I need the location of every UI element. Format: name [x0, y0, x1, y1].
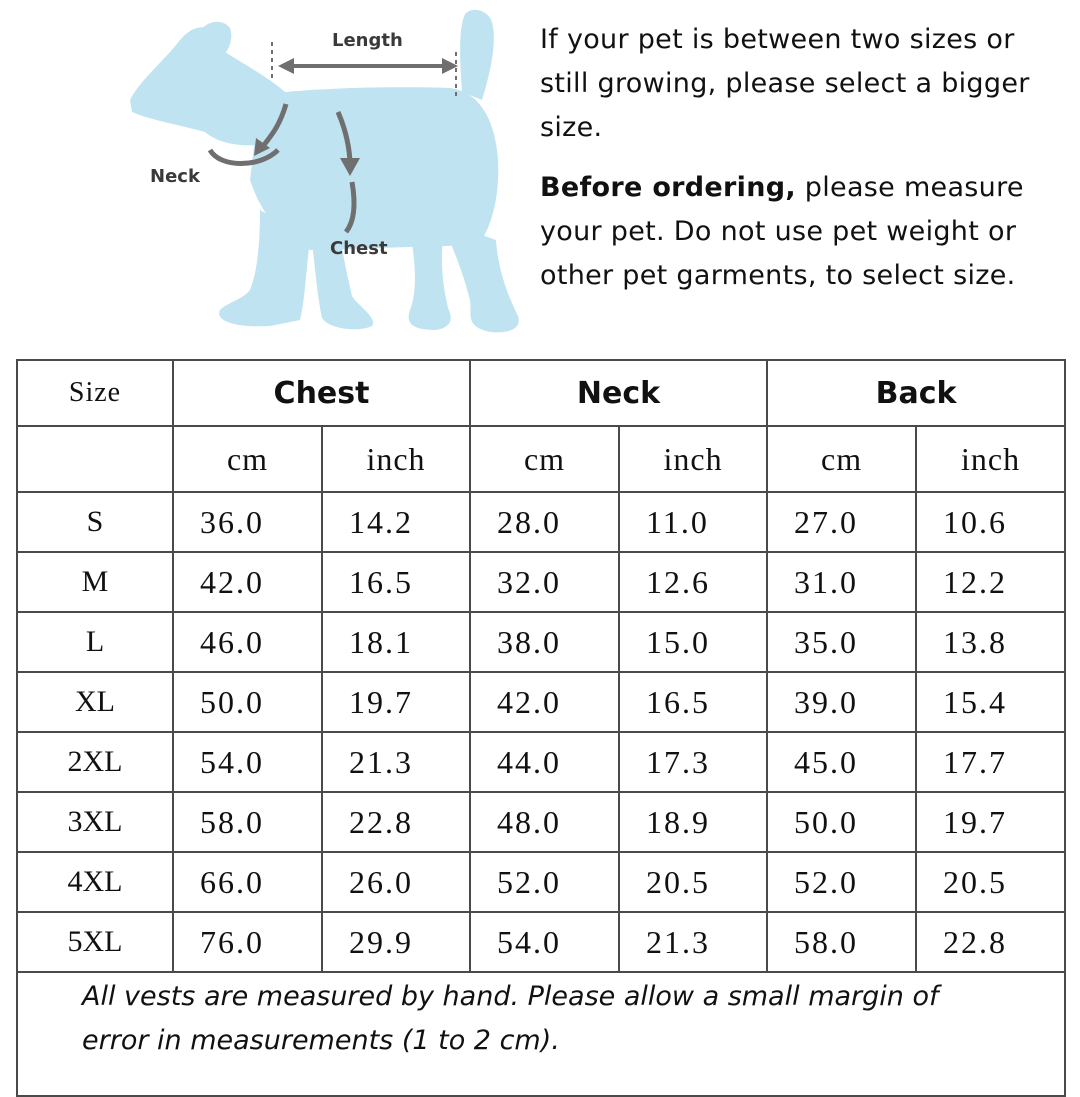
chest-group-header: Chest	[173, 360, 470, 426]
neck-group-header: Neck	[470, 360, 767, 426]
unit-header: cm	[767, 426, 916, 492]
unit-header: inch	[322, 426, 470, 492]
measurement-cell: 66.0	[173, 852, 322, 912]
length-label: Length	[332, 30, 403, 51]
measurement-cell: 48.0	[470, 792, 619, 852]
table-unit-header-row	[17, 426, 1065, 492]
measurement-cell: 42.0	[173, 552, 322, 612]
measurement-cell: 15.0	[619, 612, 767, 672]
measurement-cell: 32.0	[470, 552, 619, 612]
measurement-cell: 31.0	[767, 552, 916, 612]
measurement-cell: 12.6	[619, 552, 767, 612]
measurement-cell: 11.0	[619, 492, 767, 552]
measurement-cell: 54.0	[470, 912, 619, 972]
measurement-cell: 39.0	[767, 672, 916, 732]
size-column-header: Size	[17, 360, 173, 426]
measurement-cell: 45.0	[767, 732, 916, 792]
size-chart-table	[16, 359, 1066, 1097]
measurement-cell: 13.8	[916, 612, 1065, 672]
unit-header: inch	[916, 426, 1065, 492]
measurement-cell: 14.2	[322, 492, 470, 552]
measurement-cell: 20.5	[916, 852, 1065, 912]
measurement-note: All vests are measured by hand. Please allow a small margin of error in measurements (1 to 2 cm).	[17, 972, 1065, 1096]
size-cell: 5XL	[17, 912, 173, 972]
unit-header: cm	[470, 426, 619, 492]
measurement-cell: 44.0	[470, 732, 619, 792]
measurement-cell: 19.7	[916, 792, 1065, 852]
measurement-cell: 54.0	[173, 732, 322, 792]
measurement-cell: 12.2	[916, 552, 1065, 612]
sizing-instructions	[540, 18, 1060, 298]
table-row	[17, 852, 1065, 912]
back-group-header: Back	[767, 360, 1065, 426]
measure-advice-bold: Before ordering,	[540, 172, 796, 203]
measurement-cell: 29.9	[322, 912, 470, 972]
size-cell: 3XL	[17, 792, 173, 852]
measure-advice-text	[540, 166, 1060, 298]
measurement-cell: 28.0	[470, 492, 619, 552]
measurement-cell: 52.0	[767, 852, 916, 912]
measurement-cell: 16.5	[619, 672, 767, 732]
measurement-cell: 21.3	[322, 732, 470, 792]
measurement-cell: 46.0	[173, 612, 322, 672]
size-cell: XL	[17, 672, 173, 732]
measurement-cell: 50.0	[173, 672, 322, 732]
table-row	[17, 792, 1065, 852]
measurement-cell: 10.6	[916, 492, 1065, 552]
unit-header-blank	[17, 426, 173, 492]
table-note-row	[17, 972, 1065, 1096]
table-row	[17, 552, 1065, 612]
size-cell: S	[17, 492, 173, 552]
measurement-cell: 18.9	[619, 792, 767, 852]
table-row	[17, 912, 1065, 972]
measurement-cell: 50.0	[767, 792, 916, 852]
measurement-cell: 22.8	[322, 792, 470, 852]
measurement-cell: 35.0	[767, 612, 916, 672]
table-row	[17, 492, 1065, 552]
measurement-cell: 22.8	[916, 912, 1065, 972]
measurement-cell: 42.0	[470, 672, 619, 732]
measurement-cell: 17.7	[916, 732, 1065, 792]
table-group-header-row	[17, 360, 1065, 426]
measurement-cell: 58.0	[173, 792, 322, 852]
measurement-cell: 58.0	[767, 912, 916, 972]
measurement-cell: 15.4	[916, 672, 1065, 732]
measure-advice-rest: please measure your pet. Do not use pet weight or other pet garments, to select size.	[540, 172, 1024, 291]
table-row	[17, 612, 1065, 672]
size-cell: L	[17, 612, 173, 672]
size-cell: 2XL	[17, 732, 173, 792]
growth-advice-text: If your pet is between two sizes or still growing, please select a bigger size.	[540, 24, 1030, 143]
measurement-cell: 20.5	[619, 852, 767, 912]
unit-header: inch	[619, 426, 767, 492]
measurement-cell: 26.0	[322, 852, 470, 912]
neck-label: Neck	[150, 166, 200, 187]
measurement-cell: 16.5	[322, 552, 470, 612]
measurement-cell: 18.1	[322, 612, 470, 672]
measurement-cell: 17.3	[619, 732, 767, 792]
chest-label: Chest	[330, 238, 388, 259]
measurement-cell: 21.3	[619, 912, 767, 972]
table-row	[17, 732, 1065, 792]
table-row	[17, 672, 1065, 732]
size-cell: 4XL	[17, 852, 173, 912]
size-cell: M	[17, 552, 173, 612]
measurement-cell: 52.0	[470, 852, 619, 912]
measurement-cell: 76.0	[173, 912, 322, 972]
measurement-cell: 19.7	[322, 672, 470, 732]
measurement-cell: 38.0	[470, 612, 619, 672]
dog-measurement-diagram	[110, 0, 530, 345]
unit-header: cm	[173, 426, 322, 492]
measurement-cell: 27.0	[767, 492, 916, 552]
measurement-cell: 36.0	[173, 492, 322, 552]
